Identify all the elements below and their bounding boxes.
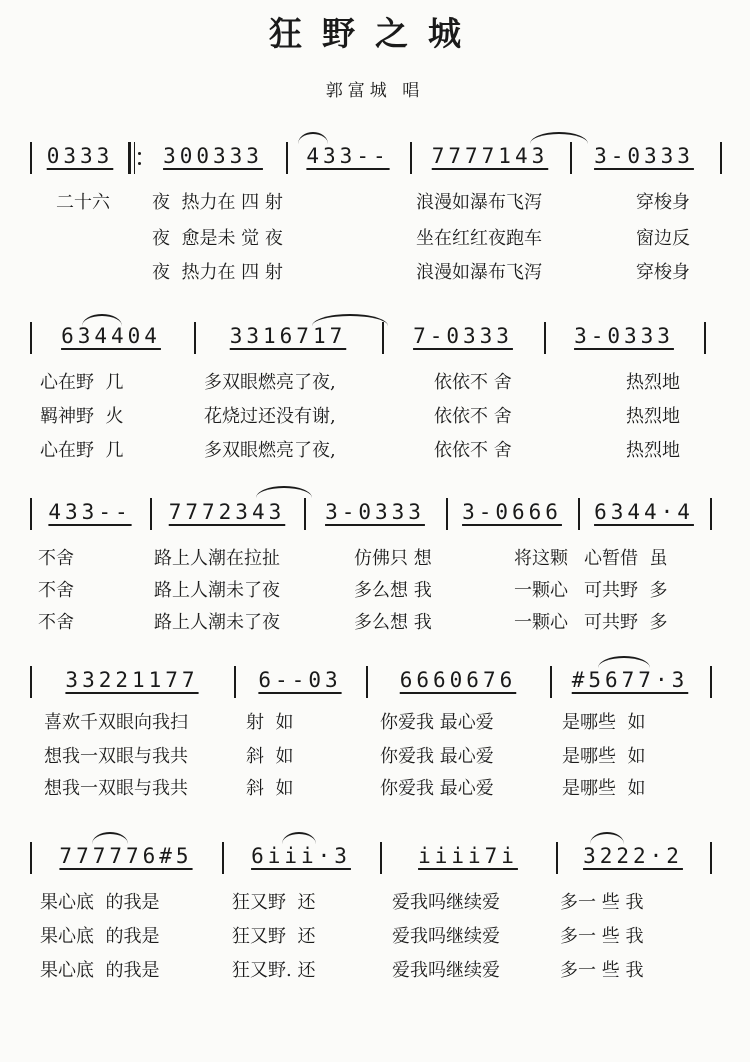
slur: [256, 486, 312, 498]
barline: [150, 498, 152, 530]
measure: 634404: [61, 324, 161, 348]
lyric-line-2: [0, 922, 750, 952]
measure: 33221177: [65, 668, 199, 692]
slur: [590, 832, 624, 844]
measure: 6iii·3: [251, 844, 351, 868]
lyric-segment: 夜 愈是未 觉 夜: [152, 228, 283, 249]
lyric-segment: 二十六: [56, 192, 110, 213]
lyric-segment: 想我一双眼与我共: [44, 778, 188, 799]
lyric-segment: 浪漫如瀑布飞泻: [416, 192, 542, 213]
lyric-segment: 心在野 几: [40, 440, 124, 461]
lyric-segment: 仿佛只 想: [354, 548, 432, 569]
lyric-segment: 狂又野 还: [232, 892, 316, 913]
lyric-segment: 多么想 我: [354, 612, 432, 633]
barline: [544, 322, 546, 354]
notation-row: [30, 318, 725, 358]
lyric-segment: 窗边反: [636, 228, 690, 249]
lyric-line-2: [0, 576, 750, 606]
barline: [30, 842, 32, 874]
lyric-line-1: [0, 888, 750, 918]
barline: [550, 666, 552, 698]
measure: 3-0333: [594, 144, 694, 168]
measure: 7772343: [168, 500, 286, 524]
singer-credit: 郭富城 唱: [325, 81, 425, 101]
lyric-segment: 果心底 的我是: [40, 960, 160, 981]
lyric-segment: 穿梭身: [636, 262, 690, 283]
lyric-segment: 热烈地: [626, 406, 680, 427]
lyric-line-2: [0, 742, 750, 772]
barline: [446, 498, 448, 530]
repeat-sign: [128, 142, 140, 174]
barline: [304, 498, 306, 530]
measure: 433--: [306, 144, 390, 168]
lyric-segment: 不舍: [38, 548, 74, 569]
measure: 6660676: [399, 668, 517, 692]
measure: 777776#5: [59, 844, 193, 868]
lyric-segment: 羁神野 火: [40, 406, 124, 427]
lyric-segment: 斜 如: [246, 778, 294, 799]
lyric-segment: 可共野 多: [584, 612, 668, 633]
lyric-segment: 心暂借 虽: [584, 548, 668, 569]
barline: [570, 142, 572, 174]
lyric-segment: 浪漫如瀑布飞泻: [416, 262, 542, 283]
lyric-segment: 心在野 几: [40, 372, 124, 393]
lyric-segment: 热烈地: [626, 440, 680, 461]
lyric-segment: 依依不 舍: [434, 440, 512, 461]
measure: #5677·3: [571, 668, 689, 692]
lyric-segment: 你爱我 最心爱: [380, 746, 494, 767]
lyric-line-1: [0, 544, 750, 574]
lyric-segment: 斜 如: [246, 746, 294, 767]
barline: [222, 842, 224, 874]
lyric-segment: 狂又野 还: [232, 926, 316, 947]
lyric-segment: 想我一双眼与我共: [44, 746, 188, 767]
measure: 3222·2: [583, 844, 683, 868]
lyric-line-1: [0, 188, 750, 218]
lyric-segment: 爱我吗继续爱: [392, 892, 500, 913]
notation-row: [30, 138, 725, 178]
lyric-line-2: [0, 402, 750, 432]
lyric-segment: 多双眼燃亮了夜,: [204, 372, 336, 393]
measure: 3-0333: [325, 500, 425, 524]
lyric-line-1: [0, 708, 750, 738]
lyric-segment: 多么想 我: [354, 580, 432, 601]
lyric-line-3: [0, 436, 750, 466]
measure: 6344·4: [594, 500, 694, 524]
lyric-segment: 坐在红红夜跑车: [416, 228, 542, 249]
lyric-segment: 你爱我 最心爱: [380, 712, 494, 733]
slur: [312, 314, 388, 326]
lyric-segment: 花烧过还没有谢,: [204, 406, 336, 427]
barline: [30, 498, 32, 530]
lyric-segment: 你爱我 最心爱: [380, 778, 494, 799]
lyric-segment: 果心底 的我是: [40, 892, 160, 913]
barline: [194, 322, 196, 354]
barline: [704, 322, 706, 354]
barline: [710, 498, 712, 530]
measure: 0333: [46, 144, 114, 168]
barline: [410, 142, 412, 174]
lyric-segment: 一颗心: [514, 612, 568, 633]
lyric-line-3: [0, 774, 750, 804]
notation-row: [30, 494, 725, 534]
measure: 3-0333: [574, 324, 674, 348]
lyric-segment: 爱我吗继续爱: [392, 926, 500, 947]
lyric-line-2: [0, 224, 750, 254]
measure: 300333: [163, 144, 263, 168]
lyric-segment: 路上人潮未了夜: [154, 580, 280, 601]
barline: [366, 666, 368, 698]
lyric-segment: 依依不 舍: [434, 372, 512, 393]
lyric-segment: 不舍: [38, 612, 74, 633]
lyric-line-3: [0, 608, 750, 638]
barline: [710, 842, 712, 874]
lyric-segment: 多一 些 我: [560, 892, 644, 913]
lyric-segment: 热烈地: [626, 372, 680, 393]
lyric-line-3: [0, 258, 750, 288]
slur: [298, 132, 328, 144]
notation-row: [30, 662, 725, 702]
lyric-segment: 一颗心: [514, 580, 568, 601]
lyric-segment: 喜欢千双眼向我扫: [44, 712, 188, 733]
lyric-segment: 穿梭身: [636, 192, 690, 213]
slur: [82, 314, 122, 326]
barline: [30, 666, 32, 698]
lyric-segment: 是哪些 如: [562, 746, 646, 767]
lyric-segment: 果心底 的我是: [40, 926, 160, 947]
barline: [556, 842, 558, 874]
lyric-segment: 不舍: [38, 580, 74, 601]
barline: [30, 142, 32, 174]
barline: [720, 142, 722, 174]
measure: 3316717: [229, 324, 347, 348]
lyric-segment: 是哪些 如: [562, 778, 646, 799]
lyric-segment: 狂又野. 还: [232, 960, 316, 981]
lyric-segment: 是哪些 如: [562, 712, 646, 733]
measure: 7777143: [431, 144, 549, 168]
lyric-segment: 射 如: [246, 712, 294, 733]
barline: [30, 322, 32, 354]
lyric-segment: 多一 些 我: [560, 960, 644, 981]
barline: [286, 142, 288, 174]
barline: [380, 842, 382, 874]
lyric-segment: 路上人潮未了夜: [154, 612, 280, 633]
slur: [598, 656, 650, 668]
lyric-segment: 夜 热力在 四 射: [152, 262, 283, 283]
measure: iiii7i: [418, 844, 518, 868]
lyric-segment: 可共野 多: [584, 580, 668, 601]
measure: 3-0666: [462, 500, 562, 524]
lyric-segment: 多一 些 我: [560, 926, 644, 947]
lyric-segment: 多双眼燃亮了夜,: [204, 440, 336, 461]
lyric-line-1: [0, 368, 750, 398]
barline: [710, 666, 712, 698]
song-title: 狂野之城: [269, 14, 481, 53]
measure: 7-0333: [413, 324, 513, 348]
lyric-segment: 路上人潮在拉扯: [154, 548, 280, 569]
slur: [92, 832, 128, 844]
barline: [578, 498, 580, 530]
notation-row: [30, 838, 725, 878]
lyric-segment: 依依不 舍: [434, 406, 512, 427]
lyric-segment: 夜 热力在 四 射: [152, 192, 283, 213]
lyric-line-3: [0, 956, 750, 986]
barline: [382, 322, 384, 354]
lyric-segment: 爱我吗继续爱: [392, 960, 500, 981]
measure: 433--: [48, 500, 132, 524]
slur: [282, 832, 316, 844]
lyric-segment: 将这颗: [514, 548, 568, 569]
slur: [530, 132, 588, 144]
barline: [234, 666, 236, 698]
measure: 6--03: [258, 668, 342, 692]
